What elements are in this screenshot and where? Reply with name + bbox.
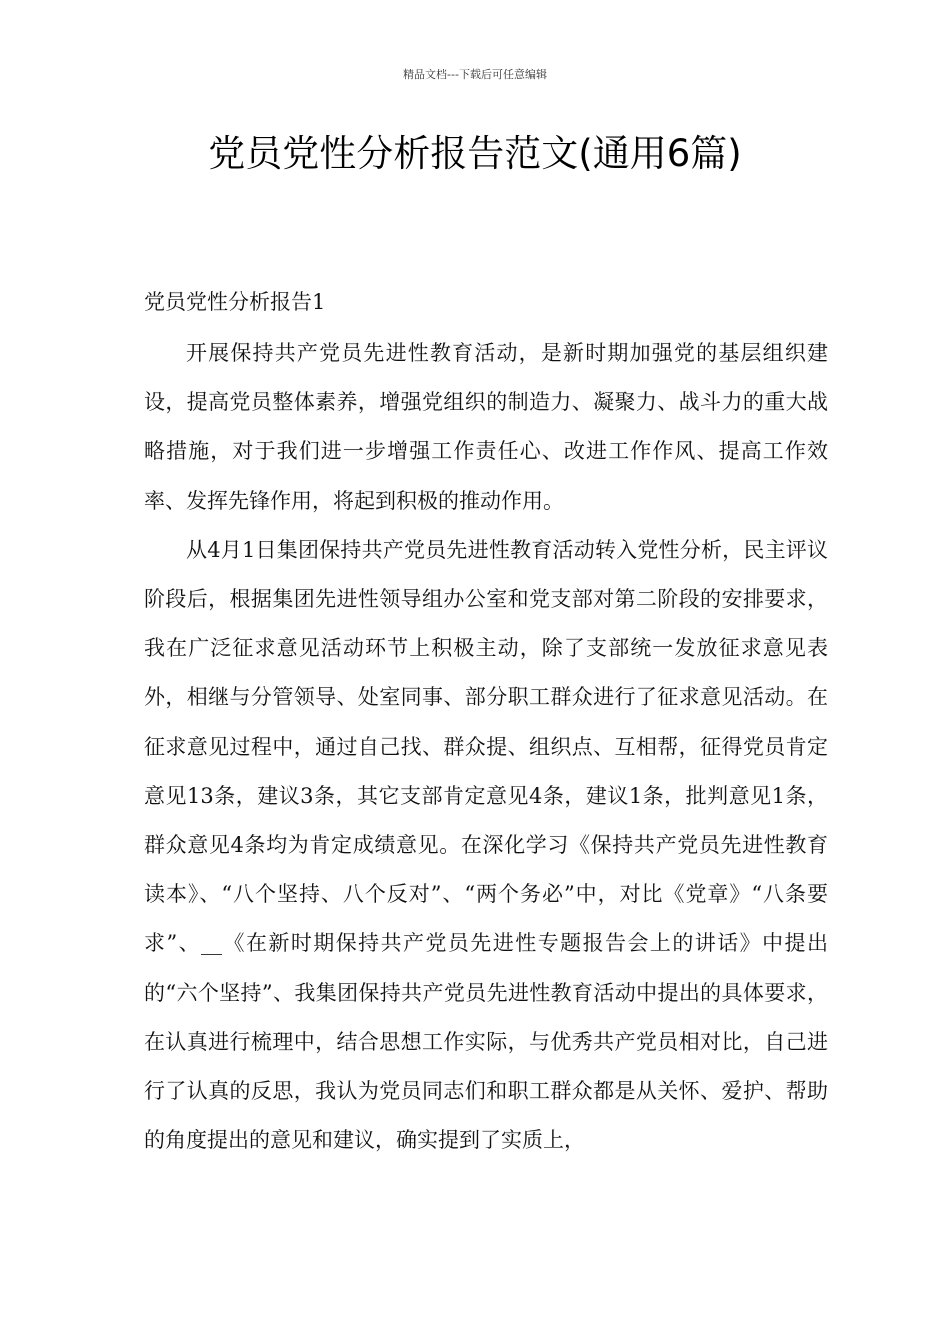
header-note: 精品文档---下载后可任意编辑 [403,68,547,81]
body-text [144,329,828,1165]
section-heading: 党员党性分析报告1 [144,290,326,314]
paragraph: 开展保持共产党员先进性教育活动，是新时期加强党的基层组织建设，提高党员整体素养，增强党组织的制造力、凝聚力、战斗力的重大战略措施，对于我们进一步增强工作责任心、改进工作作风、提高工作效率、发挥先锋作用，将起到积极的推动作用。 [144,341,828,513]
paragraph: 从4月1日集团保持共产党员先进性教育活动转入党性分析，民主评议阶段后，根据集团先进性领导组办公室和党支部对第二阶段的安排要求，我在广泛征求意见活动环节上积极主动，除了支部统一发放征求意见表外，相继与分管领导、处室同事、部分职工群众进行了征求意见活动。在征求意见过程中，通过自己找、群众提、组织点、互相帮，征得党员肯定意见13条，建议3条，其它支部肯定意见4条，建议1条，批判意见1条，群众意见4条均为肯定成绩意见。在深化学习《保持共产党员先进性教育读本》、“八个坚持、八个反对”、“两个务必”中，对比《党章》“八条要求”、__《在新时期保持共产党员先进性专题报告会上的讲话》中提出的“六个坚持”、我集团保持共产党员先进性教育活动中提出的具体要求，在认真进行梳理中，结合思想工作实际，与优秀共产党员相对比，自己进行了认真的反思，我认为党员同志们和职工群众都是从关怀、爱护、帮助的角度提出的意见和建议，确实提到了实质上， [144,537,828,1153]
document-title: 党员党性分析报告范文(通用6篇) [208,132,742,175]
